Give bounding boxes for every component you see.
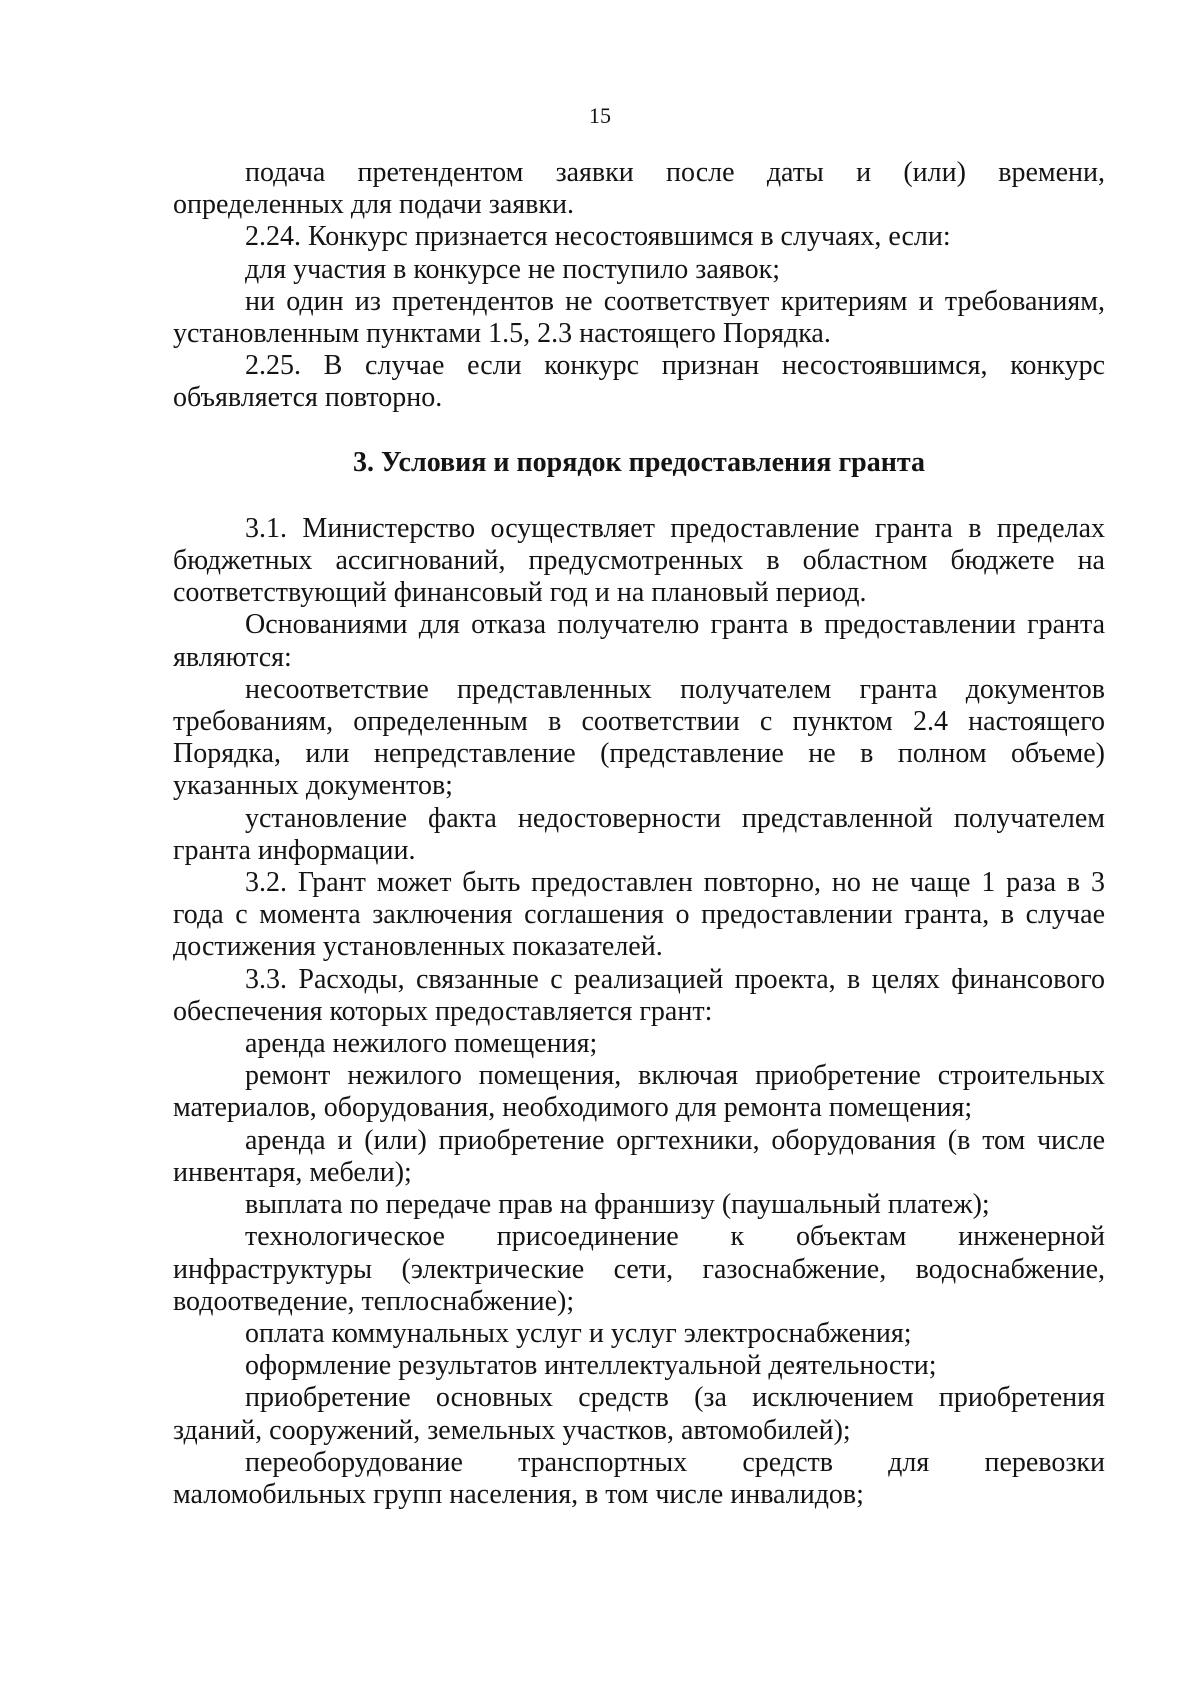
list-item: ремонт нежилого помещения, включая приобретение строительных материалов, оборудования, необходимого для ремонта помещения; — [173, 1060, 1105, 1124]
list-item: выплата по передаче прав на франшизу (паушальный платеж); — [245, 1189, 990, 1221]
paragraph: 2.25. В случае если конкурс признан несостоявшимся, конкурс объявляется повторно. — [173, 350, 1105, 414]
paragraph: для участия в конкурсе не поступило заявок; — [245, 253, 781, 285]
section-heading: 3. Условия и порядок предоставления гранта — [353, 446, 925, 478]
paragraph: несоответствие представленных получателем гранта документов требованиям, определенным в соответствии с пунктом 2.4 настоящего Порядка, или непредставление (представление не в полном объеме) указанных документов; — [173, 673, 1105, 802]
list-item: оформление результатов интеллектуальной деятельности; — [245, 1350, 937, 1382]
list-item: технологическое присоединение к объектам инженерной инфраструктуры (электрические сети, газоснабжение, водоснабжение, водоотведение, теплоснабжение); — [173, 1221, 1105, 1317]
list-item: переоборудование транспортных средств для перевозки маломобильных групп населения, в том числе инвалидов; — [173, 1446, 1105, 1510]
paragraph: 2.24. Конкурс признается несостоявшимся в случаях, если: — [245, 221, 951, 253]
paragraph: 3.2. Грант может быть предоставлен повторно, но не чаще 1 раза в 3 года с момента заключения соглашения о предоставлении гранта, в случае достижения установленных показателей. — [173, 867, 1105, 963]
document-body — [173, 157, 1105, 1511]
list-item: приобретение основных средств (за исключением приобретения зданий, сооружений, земельных участков, автомобилей); — [173, 1382, 1105, 1446]
paragraph: 3.3. Расходы, связанные с реализацией проекта, в целях финансового обеспечения которых предоставляется грант: — [173, 963, 1105, 1027]
list-item: аренда нежилого помещения; — [245, 1028, 598, 1060]
page-number: 15 — [589, 103, 611, 128]
list-item: оплата коммунальных услуг и услуг электроснабжения; — [245, 1317, 912, 1349]
paragraph: подача претендентом заявки после даты и (или) времени, определенных для подачи заявки. — [173, 157, 1105, 221]
paragraph: 3.1. Министерство осуществляет предоставление гранта в пределах бюджетных ассигнований, предусмотренных в областном бюджете на соответствующий финансовый год и на плановый период. — [173, 512, 1105, 609]
paragraph: Основаниями для отказа получателю гранта в предоставлении гранта являются: — [173, 609, 1105, 673]
paragraph: установление факта недостоверности представленной получателем гранта информации. — [173, 802, 1105, 866]
list-item: аренда и (или) приобретение оргтехники, оборудования (в том числе инвентаря, мебели); — [173, 1124, 1105, 1188]
paragraph: ни один из претендентов не соответствует критериям и требованиям, установленным пунктами 1.5, 2.3 настоящего Порядка. — [173, 285, 1105, 350]
